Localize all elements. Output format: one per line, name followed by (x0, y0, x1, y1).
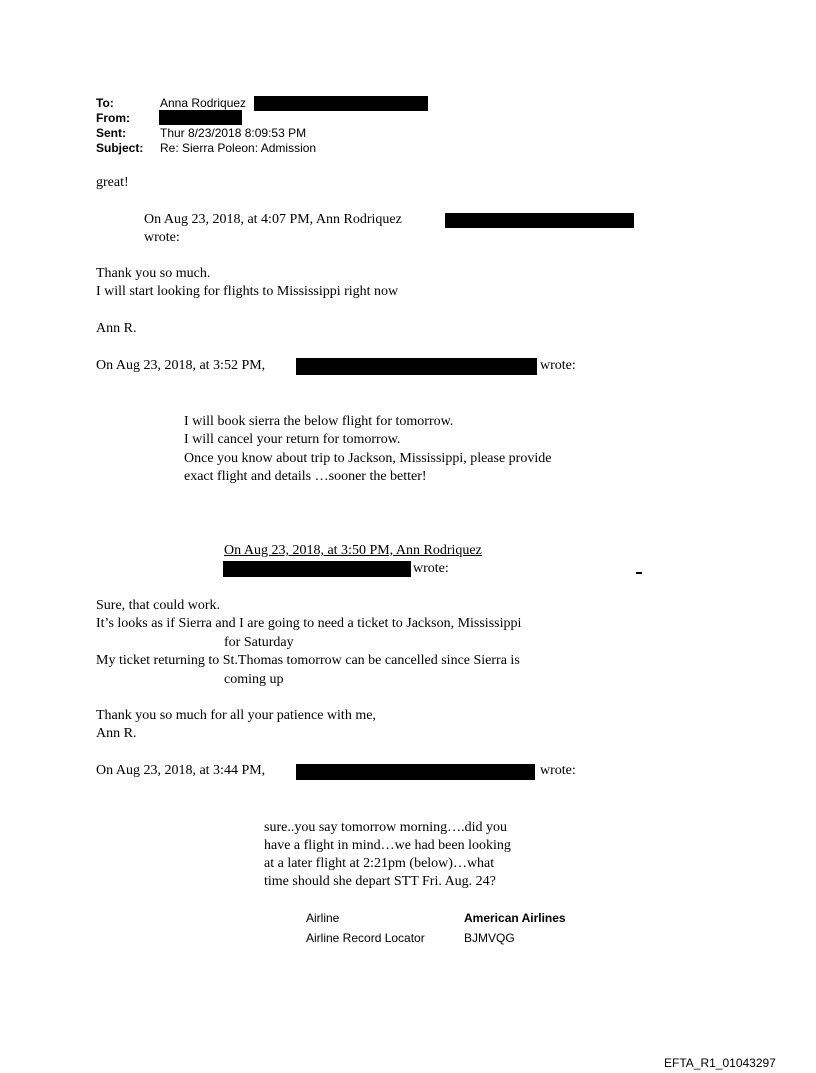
message-line: I will cancel your return for tomorrow. (184, 432, 401, 447)
quote-header-wrote: wrote: (144, 230, 180, 245)
redaction-block (445, 213, 634, 228)
message-line: exact flight and details …sooner the better! (184, 469, 427, 484)
message-line: Thank you so much. (96, 266, 211, 281)
redaction-block (223, 561, 411, 577)
message-line: Sure, that could work. (96, 598, 221, 613)
table-cell-value: American Airlines (464, 911, 566, 925)
redaction-block (254, 96, 428, 111)
from-label: From: (96, 111, 130, 125)
table-cell-value: BJMVQG (464, 931, 515, 945)
subject-label: Subject: (96, 141, 144, 155)
table-cell-label: Airline (306, 911, 340, 925)
message-line: Thank you so much for all your patience with me, (96, 708, 376, 723)
redaction-block (296, 764, 535, 780)
message-line: sure..you say tomorrow morning….did you (264, 820, 508, 835)
table-cell-label: Airline Record Locator (306, 931, 425, 945)
message-line: for Saturday (224, 635, 294, 650)
signature: Ann R. (96, 726, 137, 741)
quote-header: On Aug 23, 2018, at 3:52 PM, (96, 358, 266, 373)
quote-header-wrote: wrote: (540, 763, 576, 778)
message-line: time should she depart STT Fri. Aug. 24? (264, 874, 496, 889)
message-line: My ticket returning to St.Thomas tomorrow can be cancelled since Sierra is (96, 653, 520, 668)
sent-label: Sent: (96, 126, 126, 140)
quote-header: On Aug 23, 2018, at 4:07 PM, Ann Rodriquez (144, 212, 402, 227)
signature: Ann R. (96, 321, 137, 336)
message-line: Once you know about trip to Jackson, Mississippi, please provide (184, 451, 552, 466)
quote-header: On Aug 23, 2018, at 3:50 PM, Ann Rodriquez (224, 543, 482, 558)
message-line: I will start looking for flights to Mississippi right now (96, 284, 399, 299)
document-id: EFTA_R1_01043297 (664, 1056, 776, 1070)
redaction-block (296, 358, 537, 375)
quote-header: On Aug 23, 2018, at 3:44 PM, (96, 763, 266, 778)
to-value: Anna Rodriquez (160, 96, 247, 110)
message-line: It’s looks as if Sierra and I are going to need a ticket to Jackson, Mississippi (96, 616, 522, 631)
sent-value: Thur 8/23/2018 8:09:53 PM (160, 126, 307, 140)
subject-value: Re: Sierra Poleon: Admission (160, 141, 317, 155)
message-line: have a flight in mind…we had been looking (264, 838, 511, 853)
redaction-mark (636, 572, 642, 574)
message-line: at a later flight at 2:21pm (below)…what (264, 856, 495, 871)
message-line: I will book sierra the below flight for tomorrow. (184, 414, 454, 429)
reply-text: great! (96, 175, 129, 190)
to-label: To: (96, 96, 114, 110)
message-line: coming up (224, 672, 284, 687)
quote-header-wrote: wrote: (540, 358, 576, 373)
redaction-block (159, 110, 242, 125)
quote-header-wrote: wrote: (413, 561, 449, 576)
